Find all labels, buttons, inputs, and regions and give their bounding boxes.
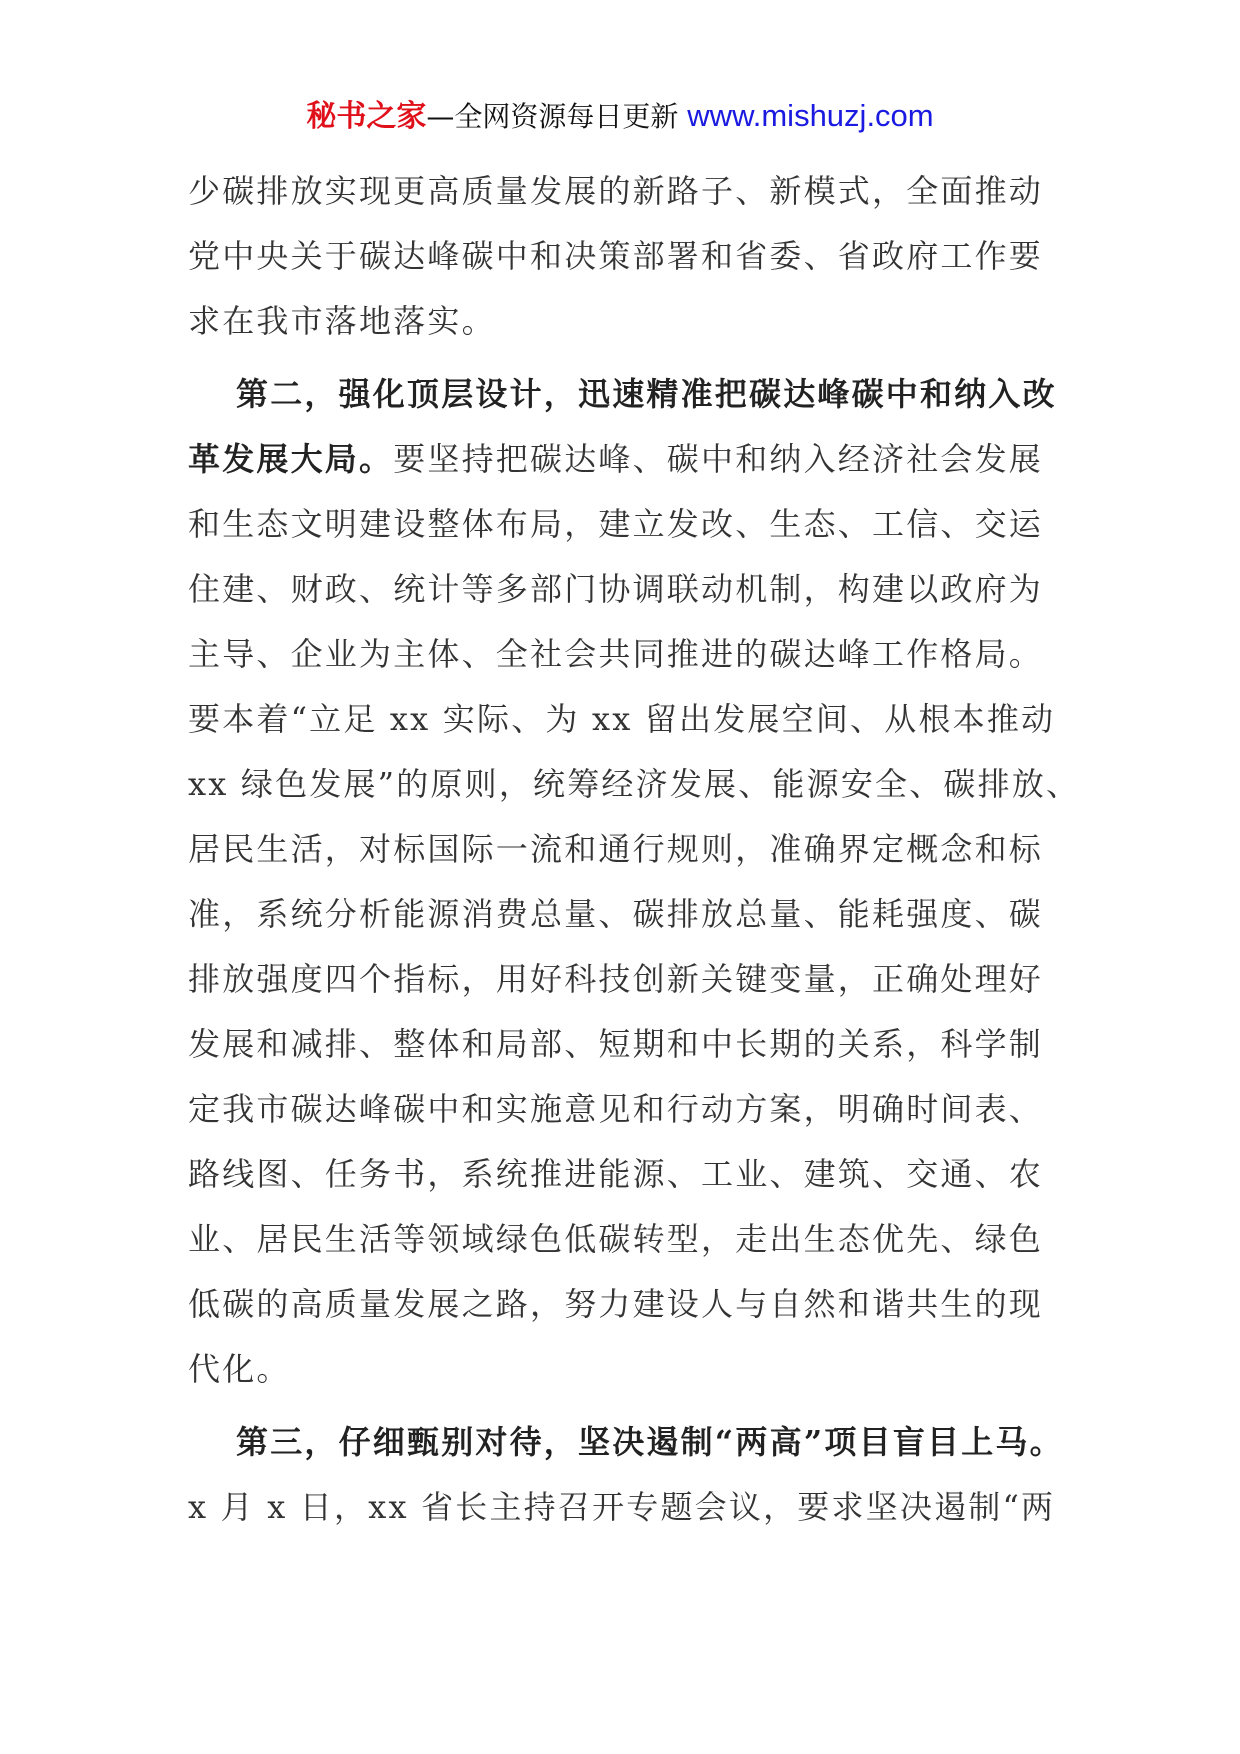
paragraph-line: xx 绿色发展”的原则，统筹经济发展、能源安全、碳排放、: [188, 765, 1081, 803]
paragraph-1: [188, 159, 1058, 354]
document-body: [188, 159, 1081, 1540]
paragraph-line: 路线图、任务书，系统推进能源、工业、建筑、交通、农: [188, 1155, 1044, 1193]
paragraph-line: 主导、企业为主体、全社会共同推进的碳达峰工作格局。: [188, 635, 1044, 673]
paragraph-line: 住建、财政、统计等多部门协调联动机制，构建以政府为: [188, 570, 1044, 608]
paragraph-line: 业、居民生活等领域绿色低碳转型，走出生态优先、绿色: [188, 1220, 1044, 1258]
section-heading-2-end: 革发展大局。: [188, 440, 394, 478]
section-heading-2: 第二，强化顶层设计，迅速精准把碳达峰碳中和纳入改: [236, 375, 1057, 413]
page-header: [0, 96, 1240, 137]
paragraph-3: [188, 1410, 1064, 1540]
paragraph-text: 要坚持把碳达峰、碳中和纳入经济社会发展: [393, 440, 1044, 478]
paragraph-line: 定我市碳达峰碳中和实施意见和行动方案，明确时间表、: [188, 1090, 1044, 1128]
paragraph-line: 代化。: [188, 1350, 291, 1388]
paragraph-line: 要本着“立足 xx 实际、为 xx 留出发展空间、从根本推动: [188, 700, 1056, 738]
site-url-link[interactable]: www.mishuzj.com: [687, 98, 934, 133]
paragraph-line: 排放强度四个指标，用好科技创新关键变量，正确处理好: [188, 960, 1044, 998]
paragraph-line: 求在我市落地落实。: [188, 302, 496, 340]
section-heading-3: 第三，仔细甄别对待，坚决遏制“两高”项目盲目上马。: [236, 1423, 1064, 1461]
paragraph-line: [188, 427, 1058, 492]
paragraph-line: 居民生活，对标国际一流和通行规则，准确界定概念和标: [188, 830, 1044, 868]
paragraph-line: 党中央关于碳达峰碳中和决策部署和省委、省政府工作要: [188, 237, 1044, 275]
paragraph-2: [188, 362, 1081, 1402]
paragraph-line: 少碳排放实现更高质量发展的新路子、新模式，全面推动: [188, 172, 1044, 210]
paragraph-line: 发展和减排、整体和局部、短期和中长期的关系，科学制: [188, 1025, 1044, 1063]
paragraph-line: 低碳的高质量发展之路，努力建设人与自然和谐共生的现: [188, 1285, 1044, 1323]
paragraph-line: 和生态文明建设整体布局，建立发改、生态、工信、交运: [188, 505, 1044, 543]
header-tagline: —全网资源每日更新: [426, 100, 679, 133]
paragraph-line: 准，系统分析能源消费总量、碳排放总量、能耗强度、碳: [188, 895, 1044, 933]
brand-name: 秘书之家: [306, 99, 427, 134]
paragraph-line: x 月 x 日，xx 省长主持召开专题会议，要求坚决遏制“两: [188, 1488, 1056, 1526]
